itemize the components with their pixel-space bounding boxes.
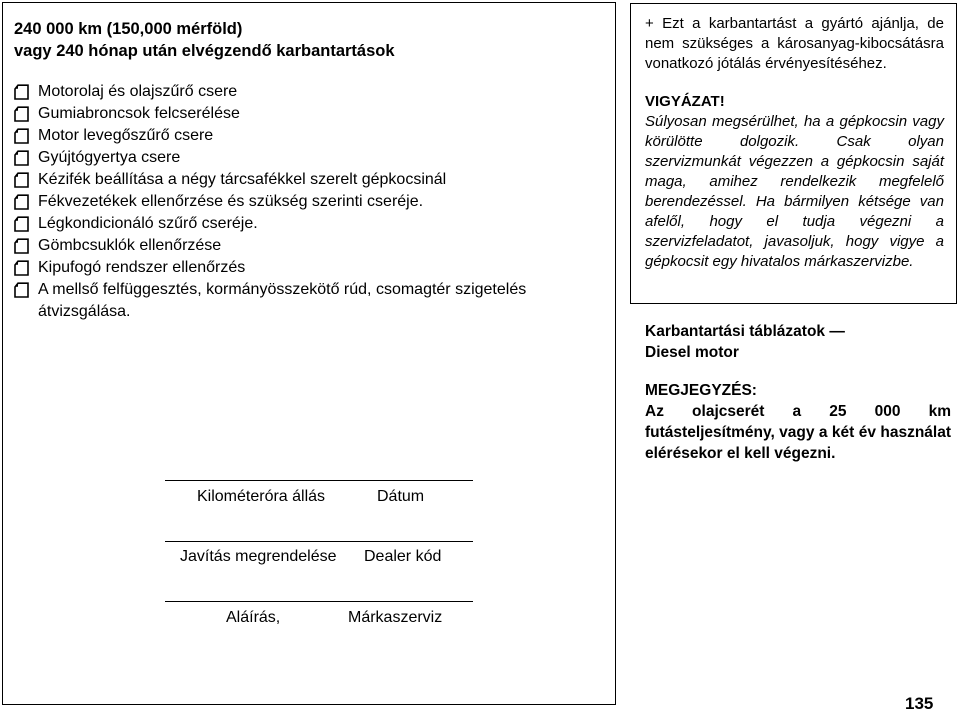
checkbox-icon[interactable] — [14, 238, 29, 254]
task-item — [14, 147, 604, 169]
checkbox-icon[interactable] — [14, 194, 29, 210]
task-label: A mellső felfüggesztés, kormányösszekötő rúd, csomagtér szigetelés átvizsgálása. — [38, 281, 527, 320]
task-item — [14, 213, 604, 235]
task-item — [14, 257, 604, 279]
repair-order-label: Javítás megrendelése — [180, 548, 337, 565]
section-title: Karbantartási táblázatok — Diesel motor — [645, 323, 845, 361]
task-item — [14, 235, 604, 257]
signature-label: Aláírás, — [226, 609, 281, 626]
emission-note: + Ezt a karbantartást a gyártó ajánlja, de nem szükséges a károsanyag-kibocsátásra vonatkozó jótálás érvényesítéséhez. — [645, 15, 944, 72]
checkbox-icon[interactable] — [14, 128, 29, 144]
task-label: Gömbcsuklók ellenőrzése — [38, 237, 222, 254]
checkbox-icon[interactable] — [14, 282, 29, 298]
task-item — [14, 103, 604, 125]
notice-box — [630, 3, 957, 304]
signature-line — [165, 480, 473, 481]
task-label: Gumiabroncsok felcserélése — [38, 105, 240, 122]
checkbox-icon[interactable] — [14, 84, 29, 100]
task-label: Kipufogó rendszer ellenőrzés — [38, 259, 246, 276]
task-list — [14, 81, 604, 323]
checkbox-icon[interactable] — [14, 216, 29, 232]
maintenance-title: 240 000 km (150,000 mérföld) vagy 240 hónap után elvégzendő karbantartások — [14, 20, 395, 60]
maintenance-box — [2, 2, 616, 705]
task-label: Légkondicionáló szűrő cseréje. — [38, 215, 258, 232]
task-label: Motorolaj és olajszűrő csere — [38, 83, 238, 100]
signature-line — [165, 541, 473, 542]
page-number: 135 — [905, 694, 934, 713]
brand-service-label: Márkaszerviz — [348, 609, 443, 626]
warning-heading: VIGYÁZAT! — [645, 93, 725, 110]
dealer-code-label: Dealer kód — [364, 548, 442, 565]
checkbox-icon[interactable] — [14, 150, 29, 166]
checkbox-icon[interactable] — [14, 106, 29, 122]
task-label: Kézifék beállítása a négy tárcsafékkel szerelt gépkocsinál — [38, 171, 447, 188]
task-item — [14, 191, 604, 213]
note-heading: MEGJEGYZÉS: — [645, 382, 757, 399]
checkbox-icon[interactable] — [14, 260, 29, 276]
note-section — [645, 380, 951, 464]
note-body: Az olajcserét a 25 000 km futásteljesítmény, vagy a két év használat elérésekor el kell végezni. — [645, 403, 951, 462]
signature-line — [165, 601, 473, 602]
date-label: Dátum — [377, 488, 425, 505]
warning-text: Súlyosan megsérülhet, ha a gépkocsin vagy körülötte dolgozik. Csak olyan szervizmunkát végezzen a gépkocsin saját maga, amihez rendelkezik megfelelő berendezéssel. Ha bármilyen kétsége van afelől, hogy el tudja végezni a szervizfeladatot, javasoljuk, hogy vigye a gépkocsit egy hivatalos márkaszervizbe. — [645, 113, 944, 270]
task-item — [14, 169, 604, 191]
task-item — [14, 279, 604, 323]
task-item — [14, 81, 604, 103]
task-label: Gyújtógyertya csere — [38, 149, 181, 166]
checkbox-icon[interactable] — [14, 172, 29, 188]
task-label: Motor levegőszűrő csere — [38, 127, 214, 144]
task-label: Fékvezetékek ellenőrzése és szükség szerinti cseréje. — [38, 193, 424, 210]
task-item — [14, 125, 604, 147]
odometer-label: Kilométeróra állás — [197, 488, 326, 505]
